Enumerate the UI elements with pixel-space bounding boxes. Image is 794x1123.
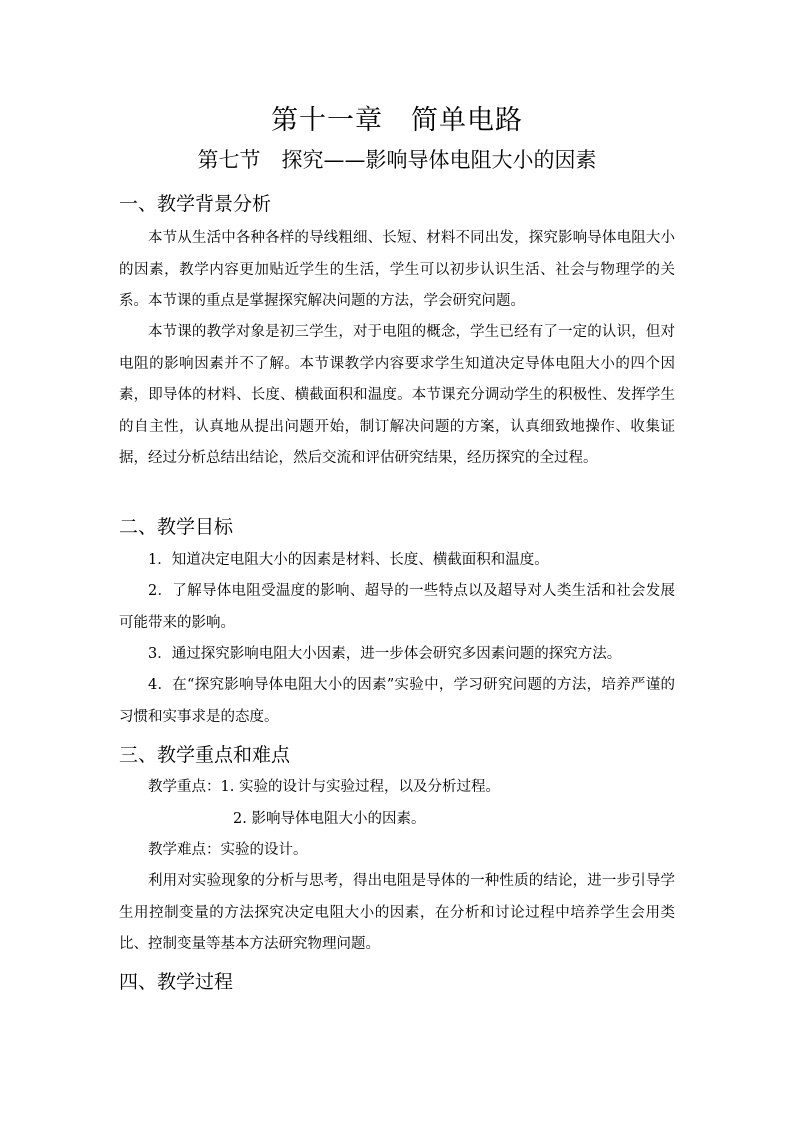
chapter-title: 第十一章 简单电路 <box>271 105 523 136</box>
objective-item-4: 4．在“探究影响导体电阻大小的因素”实验中，学习研究问题的方法，培养严谨的习惯和实事求是的态度。 <box>119 677 675 725</box>
objective-item-1: 1．知道决定电阻大小的因素是材料、长度、横截面积和温度。 <box>148 552 549 568</box>
heading-key-points-difficulties: 三、教学重点和难点 <box>119 744 291 766</box>
key-points-row <box>148 777 500 797</box>
paragraph-background-2: 本节课的教学对象是初三学生，对于电阻的概念，学生已经有了一定的认识，但对电阻的影响因素并不了解。本节课教学内容要求学生知道决定导体电阻大小的四个因素，即导体的材料、长度、横截面积和温度。本节课充分调动学生的积极性、发挥学生的自主性，认真地从提出问题开始，制订解决问题的方案，认真细致地操作、收集证据，经过分析总结出结论，然后交流和评估研究结果，经历探究的全过程。 <box>119 324 675 466</box>
difficulty-text: 实验的设计。 <box>220 842 308 858</box>
heading-background-analysis: 一、教学背景分析 <box>119 193 272 215</box>
objective-item-2: 2．了解导体电阻受温度的影响、超导的一些特点以及超导对人类生活和社会发展可能带来的影响。 <box>119 583 675 631</box>
paragraph-method: 利用对实验现象的分析与思考，得出电阻是导体的一种性质的结论，进一步引导学生用控制变量的方法探究决定电阻大小的因素，在分析和讨论过程中培养学生会用类比、控制变量等基本方法研究物理问题。 <box>119 873 675 952</box>
difficulty-label: 教学难点： <box>148 842 221 858</box>
heading-teaching-objectives: 二、教学目标 <box>119 516 234 538</box>
heading-teaching-process: 四、教学过程 <box>119 971 234 993</box>
objective-item-3: 3．通过探究影响电阻大小因素，进一步体会研究多因素问题的探究方法。 <box>148 646 622 662</box>
section-title: 第七节 探究——影响导体电阻大小的因素 <box>197 148 597 172</box>
key-points-label: 教学重点： <box>148 779 221 795</box>
paragraph-background-1: 本节从生活中各种各样的导线粗细、长短、材料不同出发，探究影响导体电阻大小的因素，教学内容更加贴近学生的生活，学生可以初步认识生活、社会与物理学的关系。本节课的重点是掌握探究解决问题的方法，学会研究问题。 <box>119 230 675 309</box>
difficulty-row <box>148 840 308 860</box>
key-point-1: 1. 实验的设计与实验过程，以及分析过程。 <box>220 779 500 795</box>
key-point-2: 2. 影响导体电阻大小的因素。 <box>233 811 426 827</box>
